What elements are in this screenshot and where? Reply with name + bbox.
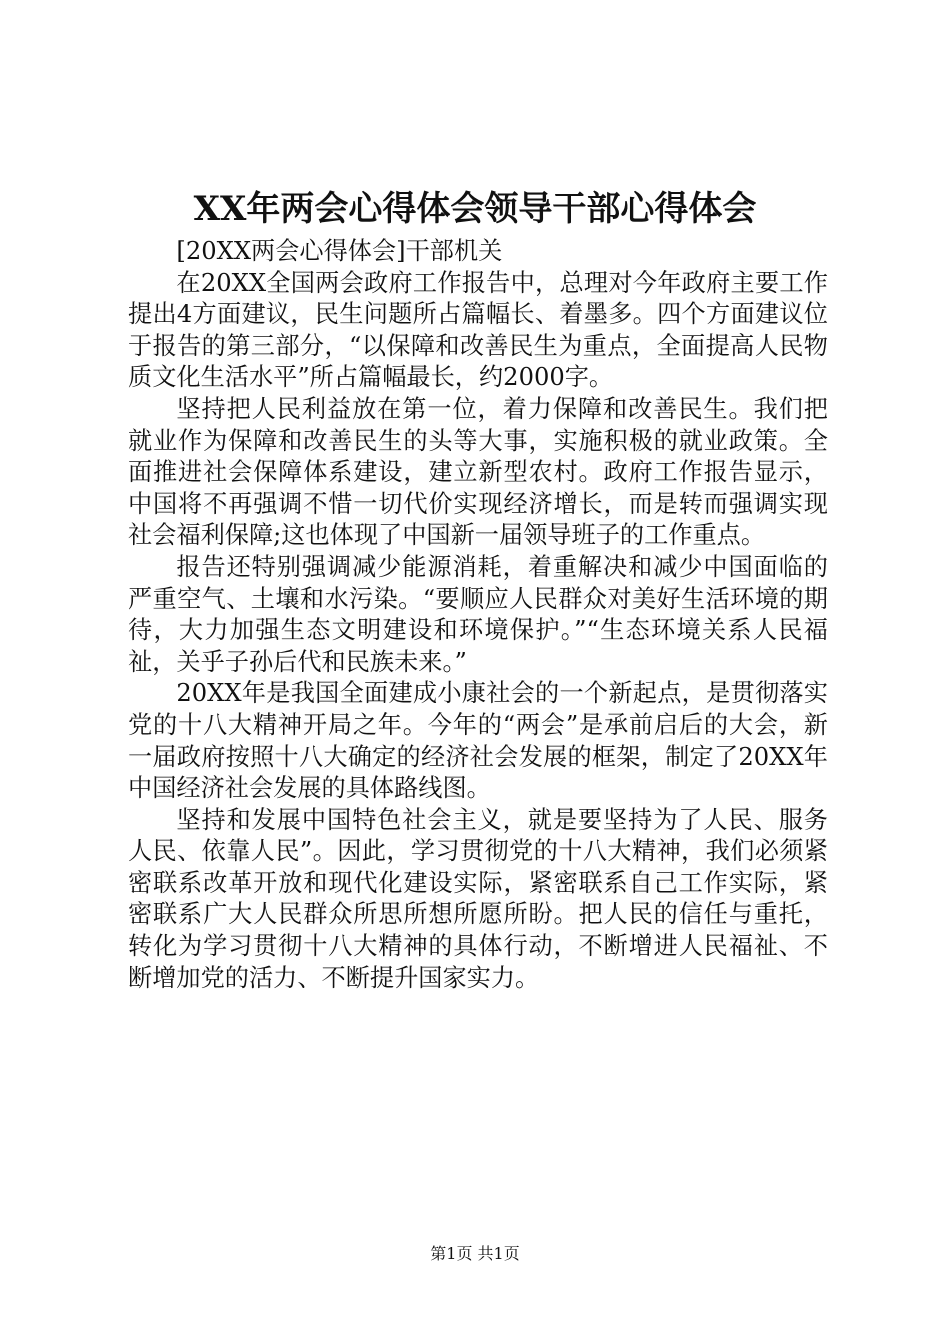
body-paragraph-3: 报告还特别强调减少能源消耗，着重解决和减少中国面临的严重空气、土壤和水污染。“要顺应人民群众对美好生活环境的期待，大力加强生态文明建设和环境保护。”“生态环境关系人民福祉，关乎子孙后代和民族未来。” [128, 552, 828, 676]
body-paragraph-5: 坚持和发展中国特色社会主义，就是要坚持为了人民、服务人民、依靠人民”。因此，学习贯彻党的十八大精神，我们必须紧密联系改革开放和现代化建设实际，紧密联系自己工作实际，紧密联系广大人民群众所思所想所愿所盼。把人民的信任与重托，转化为学习贯彻十八大精神的具体行动，不断增进人民福祉、不断增加党的活力、不断提升国家实力。 [128, 805, 828, 992]
body-paragraph-1: 在20XX全国两会政府工作报告中，总理对今年政府主要工作提出4方面建议，民生问题所占篇幅长、着墨多。四个方面建议位于报告的第三部分，“以保障和改善民生为重点，全面提高人民物质文化生活水平”所占篇幅最长，约2000字。 [128, 268, 828, 392]
page-footer: 第1页 共1页 [430, 1244, 520, 1263]
body-paragraph-4: 20XX年是我国全面建成小康社会的一个新起点，是贯彻落实党的十八大精神开局之年。今年的“两会”是承前启后的大会，新一届政府按照十八大确定的经济社会发展的框架，制定了20XX年中国经济社会发展的具体路线图。 [128, 679, 828, 803]
document-title: XX年两会心得体会领导干部心得体会 [193, 189, 757, 229]
body-paragraph-2: 坚持把人民利益放在第一位，着力保障和改善民生。我们把就业作为保障和改善民生的头等大事，实施积极的就业政策。全面推进社会保障体系建设，建立新型农村。政府工作报告显示，中国将不再强调不惜一切代价实现经济增长，而是转而强调实现社会福利保障;这也体现了中国新一届领导班子的工作重点。 [128, 394, 828, 550]
document-body [128, 236, 828, 994]
subtitle-paragraph: [20XX两会心得体会]干部机关 [176, 237, 503, 265]
